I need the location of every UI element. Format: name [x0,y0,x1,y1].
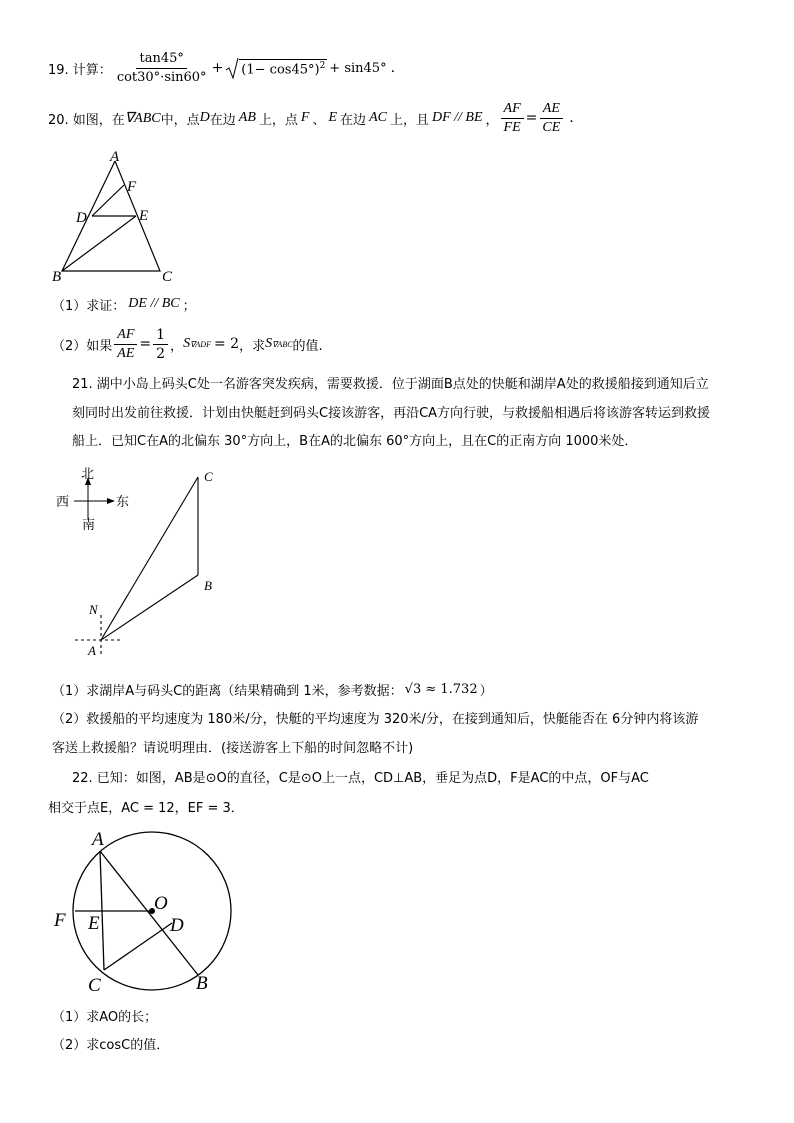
q21-line2: 刻同时出发前往救援．计划由快艇赶到码头C接该游客，再沿CA方向行驶，与救援船相遇后将该游客转运到救援 [72,406,711,421]
q22-figure [48,825,248,1000]
q20-p2-eq: = [139,336,152,352]
label-B: B [196,973,208,994]
q22-line2: 相交于点E，AC = 12，EF = 3． [48,801,244,816]
label-B: B [204,578,212,593]
q19-sqrt-exp: 2 [319,60,326,71]
label-D: D [170,915,184,936]
q20-frac1-den: FE [503,119,521,135]
diameter-ab [100,851,198,975]
q19-end: . [390,60,396,76]
segment-df [92,185,124,216]
label-E: E [88,913,100,934]
q19-frac-den: cot30°·sin60° [116,69,207,85]
q21-part1-end: ） [479,683,493,699]
compass-east: 东 [116,495,130,510]
q20-p2-half [153,327,168,362]
q19-sqrt-text: (1− cos45°) [241,62,320,78]
compass-south: 南 [82,518,96,533]
q20-p2-area-sub: ∇ADF [190,339,211,349]
q20-p2-frac [114,327,137,362]
q20-text2: 在边 [209,112,236,128]
q20-sep: 、 [312,112,326,128]
q20-comma: ， [485,112,499,128]
q20-stem [48,98,574,138]
q20-end: . [569,110,574,126]
q19-fraction [114,51,210,86]
label-F: F [127,179,137,195]
q19 [48,48,395,88]
q20-part2 [52,324,323,364]
segment-ab [101,575,198,640]
q20-frac1 [501,101,524,136]
q20-p2-half-num: 1 [153,327,168,345]
label-F: F [54,910,66,931]
segment-cd [104,923,172,970]
q21-part1-text: （1）求湖岸A与码头C的距离（结果精确到 1米，参考数据： [52,683,403,699]
q21-part1-data: √3 ≈ 1.732 [404,681,478,697]
q19-label: 19. 计算： [48,62,112,78]
q19-tail: + sin45° [329,60,387,76]
q21-line1: 21. 湖中小岛上码头C处一名游客突发疾病，需要救援．位于湖面B点处的快艇和湖岸A处的救援船接到通知后立 [72,377,709,392]
compass-north: 北 [81,467,95,482]
q20-part1-end: ； [182,298,196,314]
q22-part2: （2）求cosC的值． [52,1038,170,1053]
q19-sqrt-body [239,59,327,77]
q20-p2-S: S [265,336,273,351]
label-E: E [139,208,149,224]
q20-frac1-num: AF [501,101,524,119]
q20-p2-num: AF [114,327,137,345]
q19-frac-num: tan45° [136,51,186,69]
q20-text3: 上，点 [258,112,298,128]
q19-plus: + [211,60,224,76]
q20-part1-math: DE // BC [128,296,180,311]
q20-p2-half-den: 2 [156,345,166,362]
q20-text5: 上，且 [389,112,429,128]
q20-part1-text: （1）求证： [52,298,126,314]
label-A: A [88,643,96,658]
q20-text1: 中，点 [160,112,200,128]
compass-icon [56,467,129,533]
q21-line3: 船上．已知C在A的北偏东 30°方向上，B在A的北偏东 60°方向上，且在C的正南方向 1000米处． [72,434,638,449]
q21-part1 [52,678,493,700]
q20-triangle: ∇ABC [124,110,161,126]
q20-p2-end1: ，求 [239,338,266,354]
q20-p2-end2: 的值. [292,338,323,354]
q20-frac2-den: CE [542,119,561,135]
compass-west: 西 [56,495,70,510]
label-C: C [88,975,101,996]
label-A: A [92,829,104,850]
label-A: A [110,149,120,165]
q20-AC: AC [369,110,387,125]
q20-p2-area: S [183,336,191,351]
q21-figure [50,465,230,660]
q20-figure [48,145,188,285]
label-N: N [89,602,98,617]
q21-part2-line1: （2）救援船的平均速度为 180米/分，快艇的平均速度为 320米/分，在接到通知后，快艇能否在 6分钟内将该游 [52,712,699,727]
q20-frac2-num: AE [540,101,563,119]
label-B: B [52,269,62,285]
q20-parallel: DF // BE [431,110,483,125]
q20-eq: = [525,110,538,126]
q20-p2-S-sub: ∇ABC [272,339,293,349]
q20-label: 20. 如图，在 [48,112,125,128]
q20-E: E [328,110,338,125]
q19-sqrt [225,56,327,80]
q20-p2-mid: ， [170,338,184,354]
q22-line1: 22. 已知：如图，AB是⊙O的直径，C是⊙O上一点，CD⊥AB，垂足为点D，F是AC的中点，OF与AC [72,771,649,786]
sqrt-icon [225,56,239,80]
q20-p2-area-val: = 2 [213,336,240,352]
label-C: C [162,269,173,285]
q20-AB: AB [238,110,256,125]
q22-part1: （1）求AO的长； [52,1010,158,1025]
segment-be [62,216,136,271]
label-D: D [76,210,87,226]
label-O: O [154,893,168,914]
q20-p2-den: AE [117,345,135,361]
q21-part2-line2: 客送上救援船？请说明理由．(接送游客上下船的时间忽略不计) [52,741,414,756]
q20-D: D [199,110,210,125]
q20-frac2 [539,101,563,136]
q20-text4: 在边 [340,112,367,128]
q20-part2-text: （2）如果 [52,338,113,354]
label-C: C [204,469,213,484]
q20-F: F [300,110,310,125]
q20-part1 [52,293,196,315]
